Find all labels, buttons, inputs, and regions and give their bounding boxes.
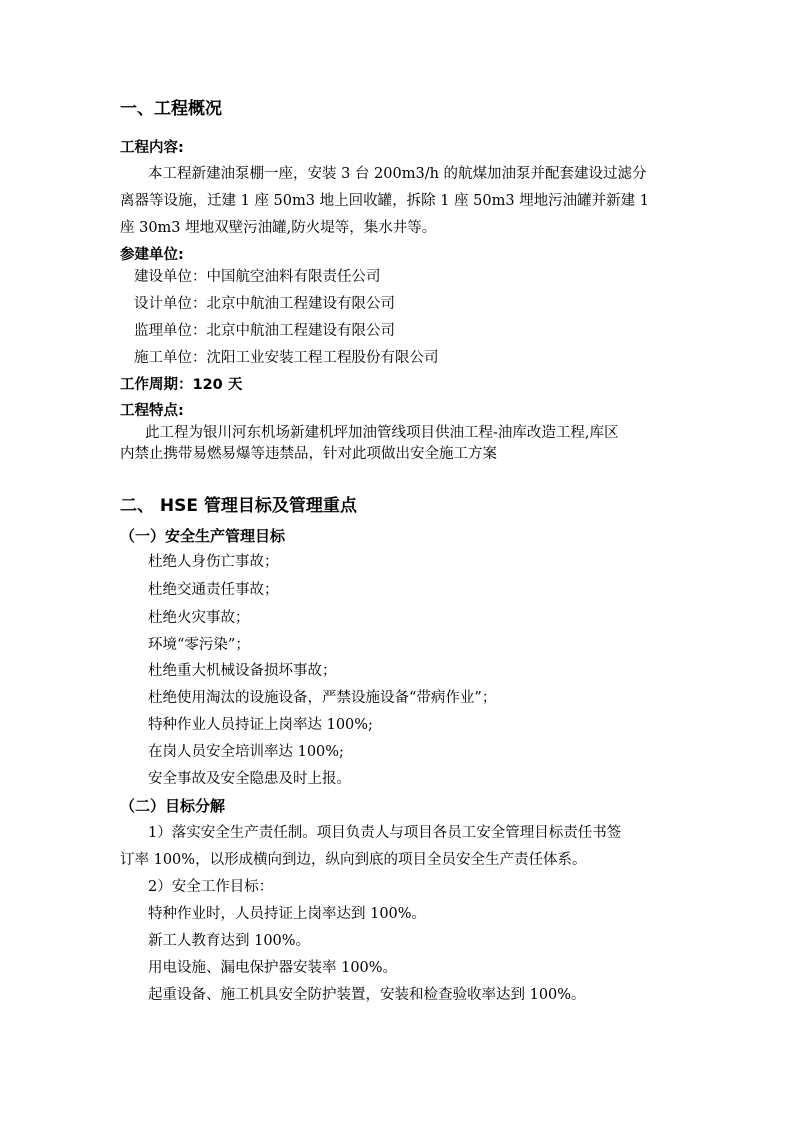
- goal-item-6: 杜绝使用淘汰的设施设备，严禁设施设备“带病作业”；: [148, 690, 497, 706]
- unit-design: 设计单位：北京中航油工程建设有限公司: [134, 296, 395, 312]
- breakdown-line-6: 用电设施、漏电保护器安装率 100%。: [148, 960, 398, 976]
- unit-contractor: 施工单位：沈阳工业安装工程工程股份有限公司: [134, 350, 439, 366]
- content-line-1: 本工程新建油泵棚一座，安装 3 台 200m3/h 的航煤加油泵并配套建设过滤分: [148, 166, 647, 182]
- section2-title: 二、 HSE 管理目标及管理重点: [120, 496, 357, 516]
- goal-item-8: 在岗人员安全培训率达 100%;: [148, 744, 344, 760]
- sub2-title: （二）目标分解: [120, 797, 226, 815]
- sub1-title: （一）安全生产管理目标: [120, 527, 286, 545]
- section1-title: 一、工程概况: [120, 99, 222, 119]
- breakdown-line-1: 1）落实安全生产责任制。项目负责人与项目各员工安全管理目标责任书签: [148, 825, 622, 841]
- goal-item-5: 杜绝重大机械设备损坏事故；: [148, 663, 337, 679]
- breakdown-line-7: 起重设备、施工机具安全防护装置，安装和检查验收率达到 100%。: [148, 987, 586, 1003]
- work-period: 工作周期：120 天: [120, 377, 243, 393]
- goal-item-9: 安全事故及安全隐患及时上报。: [148, 771, 351, 787]
- breakdown-line-2: 订率 100%，以形成横向到边，纵向到底的项目全员安全生产责任体系。: [120, 852, 587, 868]
- goal-item-7: 特种作业人员持证上岗率达 100%;: [148, 717, 373, 733]
- goal-item-4: 环境“零污染”；: [148, 637, 250, 653]
- unit-construction: 建设单位：中国航空油料有限责任公司: [134, 269, 381, 285]
- goal-item-3: 杜绝火灾事故；: [148, 610, 250, 626]
- content-line-2: 离器等设施，迁建 1 座 50m3 地上回收罐，拆除 1 座 50m3 埋地污油罐并新建 1: [120, 193, 650, 209]
- breakdown-line-5: 新工人教育达到 100%。: [148, 933, 311, 949]
- features-line-1: 此工程为银川河东机场新建机坪加油管线项目供油工程-油库改造工程,库区: [145, 425, 619, 441]
- content-label: 工程内容:: [120, 140, 184, 156]
- unit-supervision: 监理单位：北京中航油工程建设有限公司: [134, 323, 395, 339]
- goal-item-2: 杜绝交通责任事故；: [148, 582, 279, 598]
- units-label: 参建单位:: [120, 247, 184, 263]
- breakdown-line-4: 特种作业时，人员持证上岗率达到 100%。: [148, 906, 427, 922]
- content-line-3: 座 30m3 埋地双壁污油罐,防火堤等，集水井等。: [120, 220, 437, 236]
- goal-item-1: 杜绝人身伤亡事故；: [148, 554, 279, 570]
- features-label: 工程特点:: [120, 403, 184, 419]
- features-line-2: 内禁止携带易燃易爆等违禁品，针对此项做出安全施工方案: [120, 446, 497, 462]
- breakdown-line-3: 2）安全工作目标：: [148, 879, 274, 895]
